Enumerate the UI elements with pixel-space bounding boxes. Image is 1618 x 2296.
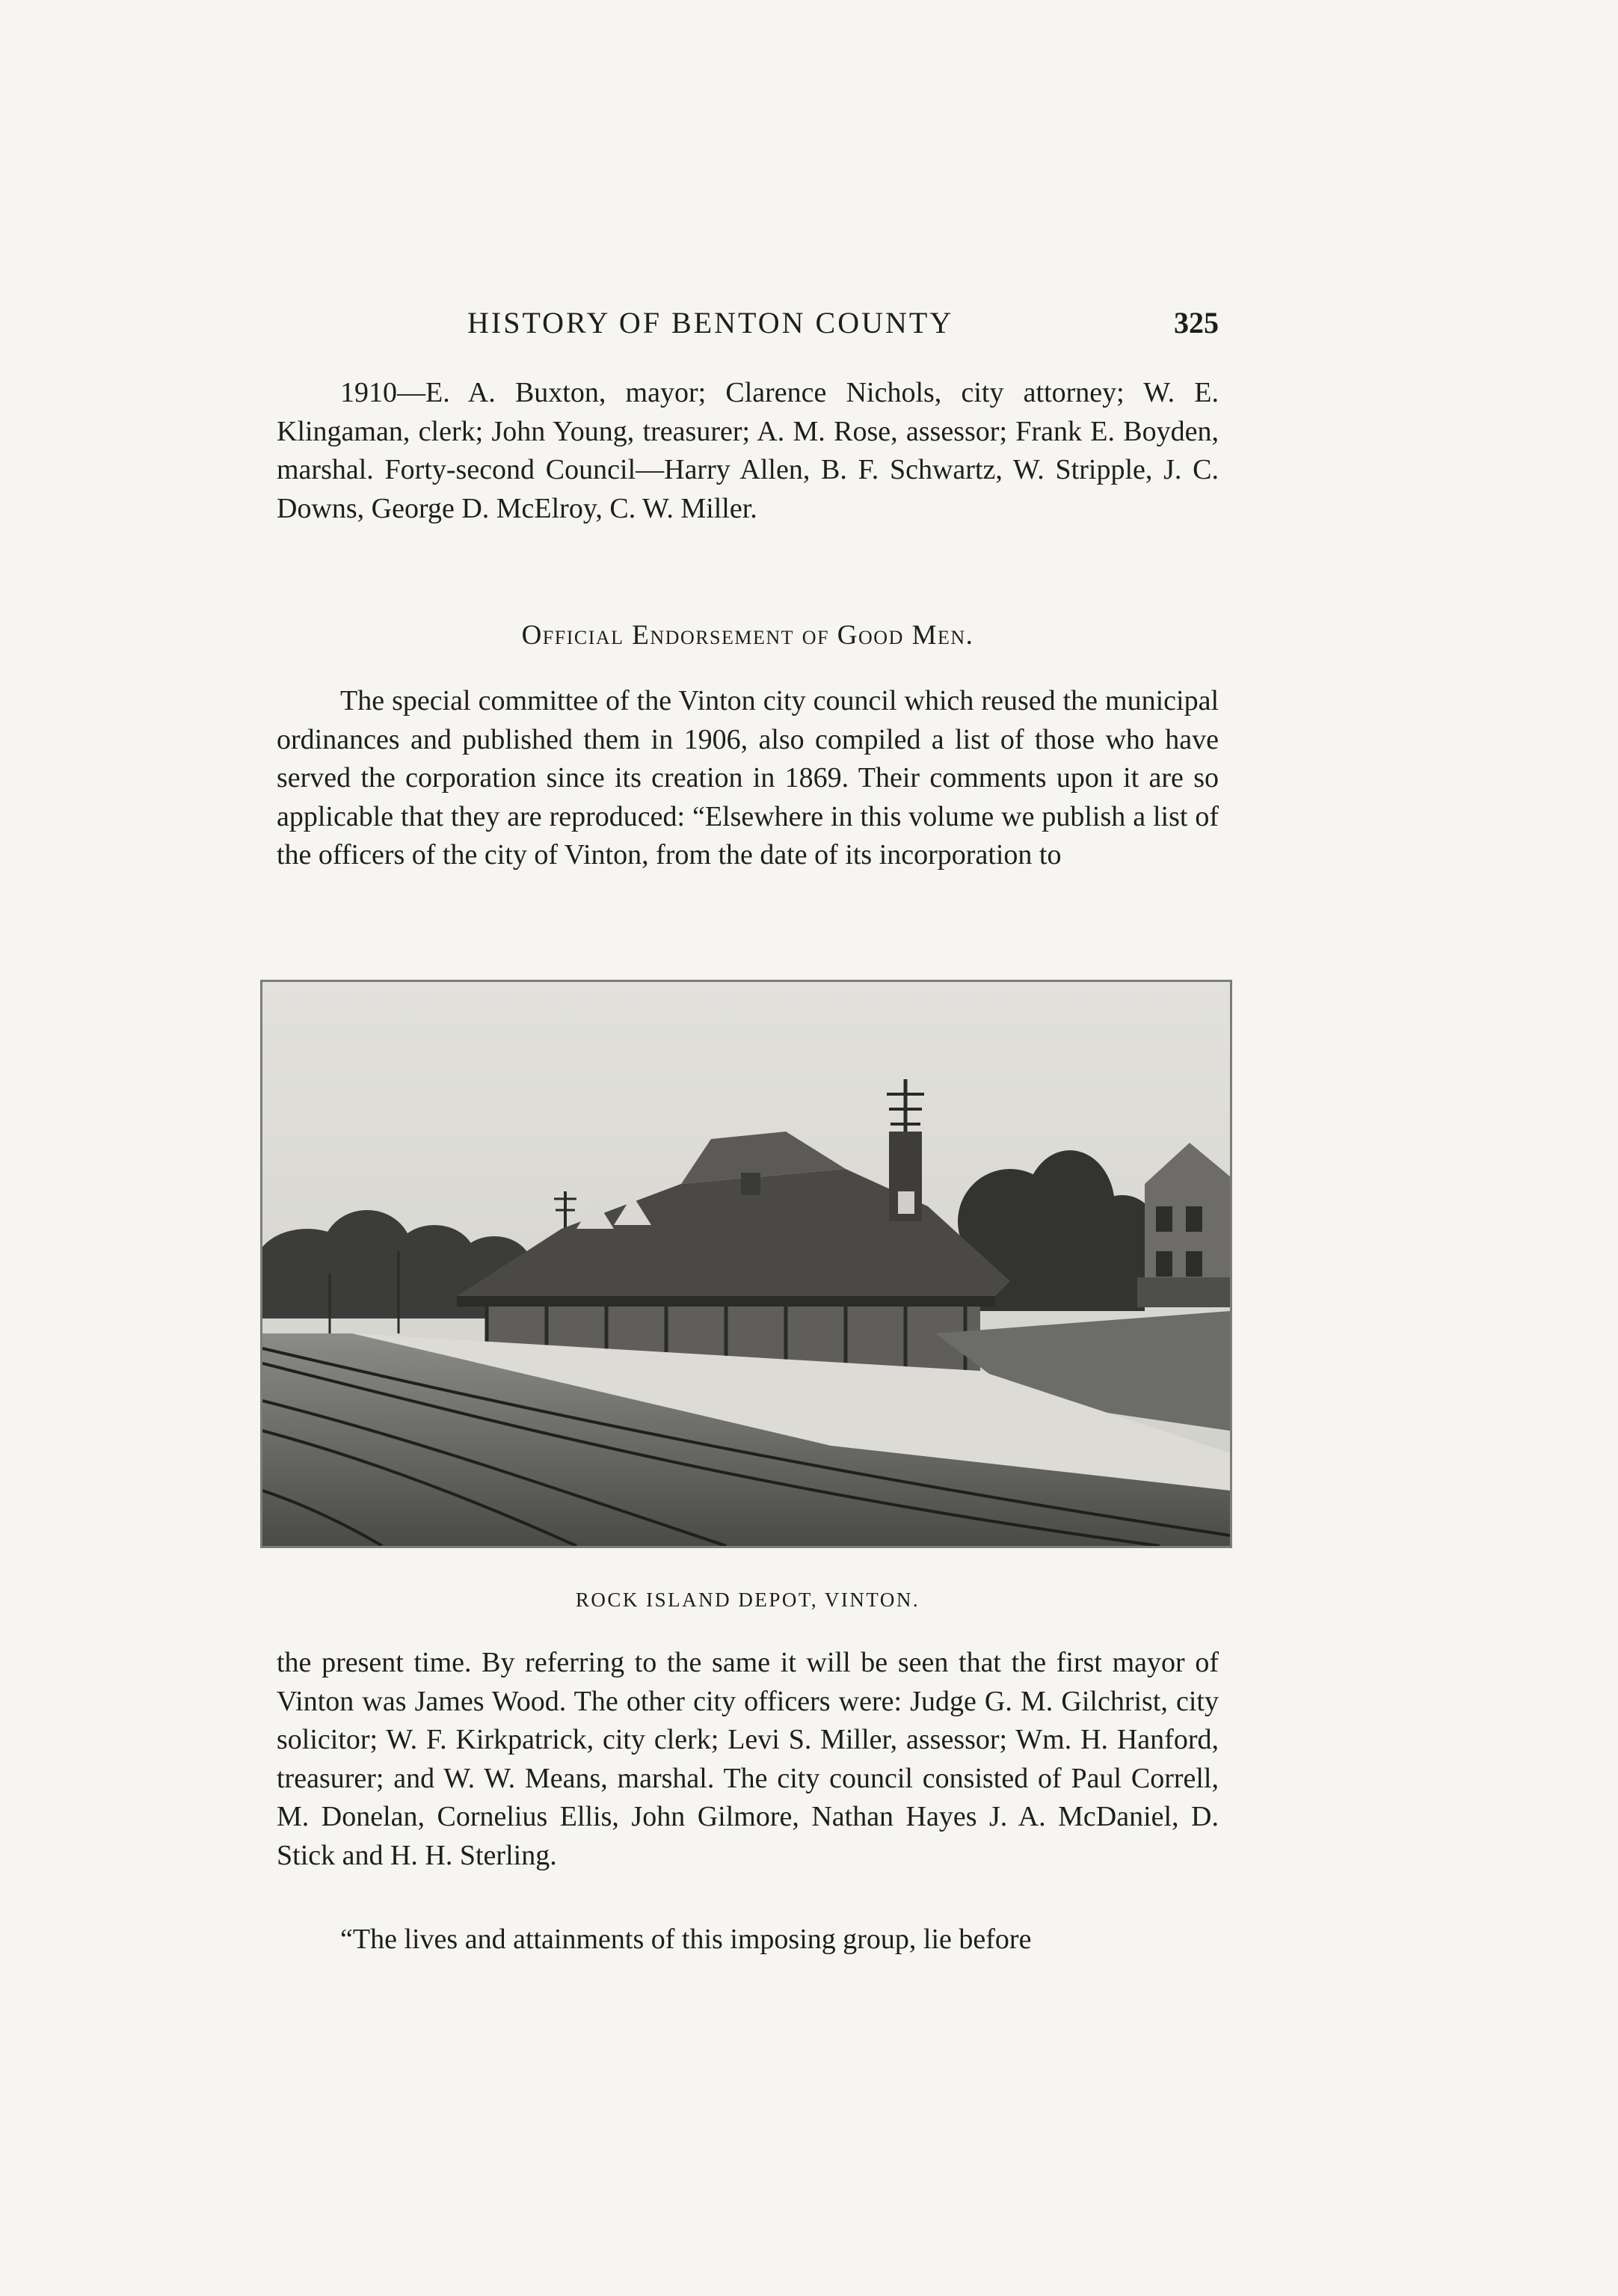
running-head [277, 305, 1219, 350]
page-number: 325 [1174, 306, 1219, 340]
paragraph-continuation: the present time. By referring to the same it will be seen that the first mayor of Vinton was James Wood. The other city officers were: Judge G. M. Gilchrist, city solicitor; W. F. Kirkpatrick, city clerk; Levi S. Miller, assessor; Wm. H. Hanford, treasurer; and W. W. Means, marshal. The city council consisted of Paul Correll, M. Donelan, Cornelius Ellis, John Gilmore, Nathan Hayes J. A. McDaniel, D. Stick and H. H. Sterling. [277, 1647, 1219, 1871]
depot-photo-illustration [262, 982, 1230, 1546]
depot-photograph [260, 980, 1232, 1548]
running-title: HISTORY OF BENTON COUNTY [467, 306, 954, 340]
figure-caption: ROCK ISLAND DEPOT, VINTON. [575, 1589, 920, 1611]
paragraph-lives: “The lives and attainments of this imposing group, lie before [340, 1924, 1032, 1955]
paragraph-council-1910: 1910—E. A. Buxton, mayor; Clarence Nichols, city attorney; W. E. Klingaman, clerk; John Young, treasurer; A. M. Rose, assessor; Frank E. Boyden, marshal. Forty-second Council—Harry Allen, B. F. Schwartz, W. Stripple, J. C. Downs, George D. McElroy, C. W. Miller. [277, 377, 1219, 524]
section-heading: Official Endorsement of Good Men. [521, 620, 974, 651]
paragraph-committee: The special committee of the Vinton city council which reused the municipal ordinances and published them in 1906, also compiled a list of those who have served the corporation since its creation in 1869. Their comments upon it are so applicable that they are reproduced: “Elsewhere in this volume we publish a list of the officers of the city of Vinton, from the date of its incorporation to [277, 685, 1219, 871]
